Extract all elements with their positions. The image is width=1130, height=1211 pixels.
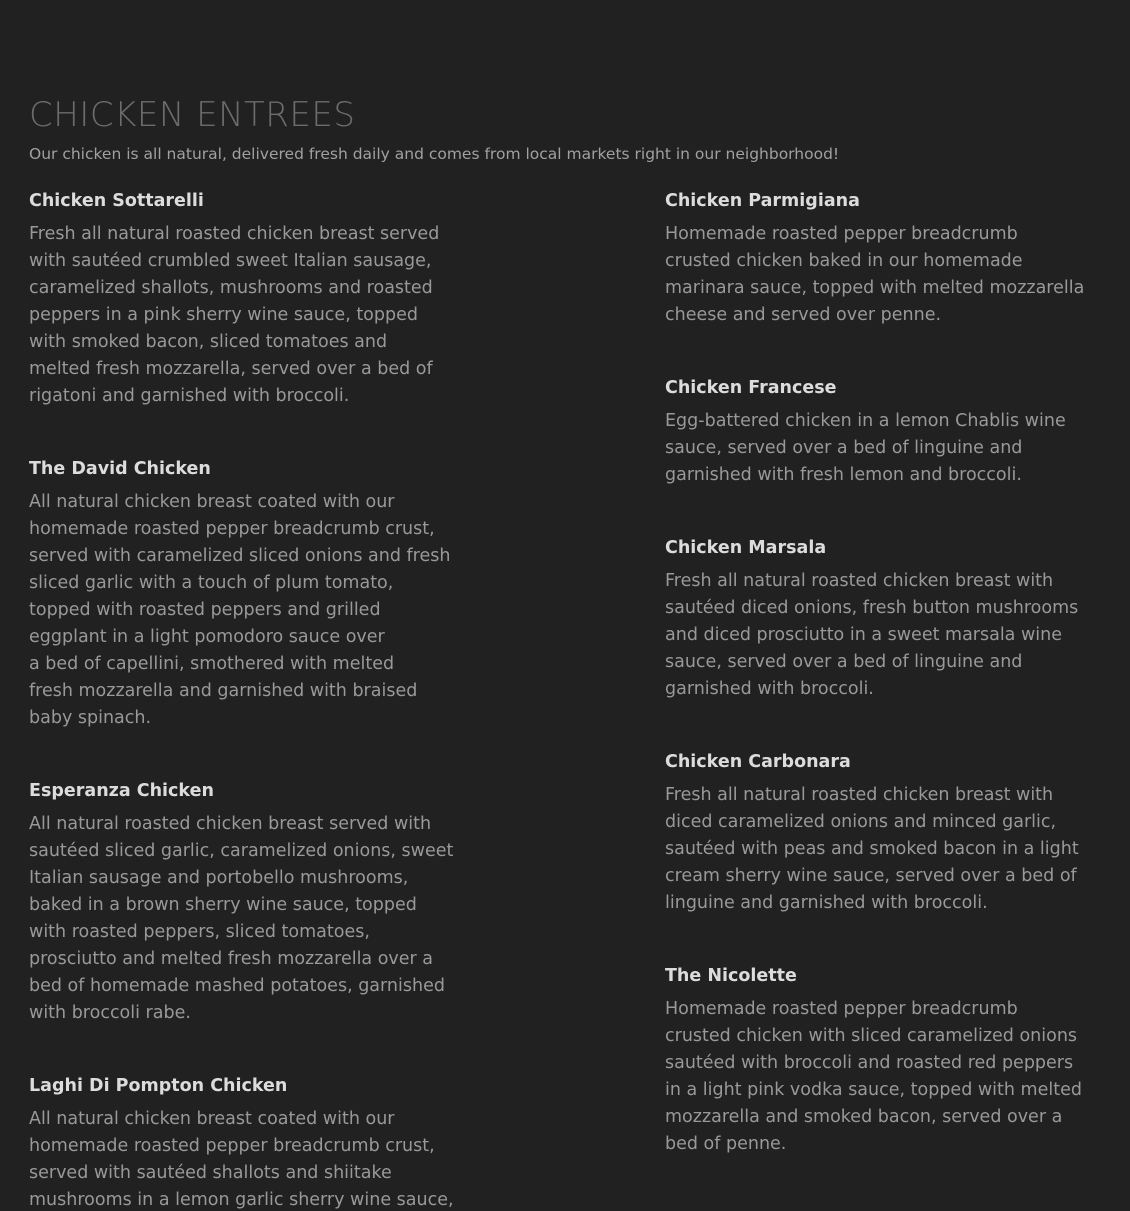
menu-item-description-line: a bed of capellini, smothered with melted <box>29 654 395 674</box>
menu-item-description-line: sautéed diced onions, fresh button mushrooms <box>665 598 1079 618</box>
menu-item-description-line: Fresh all natural roasted chicken breast with <box>665 571 1054 591</box>
menu-item-description-line: sauce, served over a bed of linguine and <box>665 438 1023 458</box>
menu-column-right <box>665 188 1105 1158</box>
menu-item-description <box>665 221 1105 329</box>
menu-item-description <box>665 408 1105 489</box>
menu-item-description-line: All natural chicken breast coated with our <box>29 1109 395 1129</box>
menu-item-description-line: bed of homemade mashed potatoes, garnished <box>29 976 445 996</box>
menu-item-description-line: and diced prosciutto in a sweet marsala wine <box>665 625 1063 645</box>
menu-item-description-line: All natural roasted chicken breast served with <box>29 814 432 834</box>
menu-item-description-line: bed of penne. <box>665 1134 787 1154</box>
menu-item-description-line: sautéed with broccoli and roasted red peppers <box>665 1053 1074 1073</box>
section-subtitle: Our chicken is all natural, delivered fresh daily and comes from local markets right in our neighborhood! <box>29 145 840 163</box>
menu-item-description <box>29 811 469 1027</box>
menu-item-description-line: with roasted peppers, sliced tomatoes, <box>29 922 370 942</box>
menu-item-name: The Nicolette <box>665 966 797 986</box>
menu-item-description <box>665 568 1105 703</box>
menu-item-description-line: homemade roasted pepper breadcrumb crust, <box>29 519 435 539</box>
menu-item-description-line: sliced garlic with a touch of plum tomato, <box>29 573 394 593</box>
menu-item-description <box>29 489 469 732</box>
menu-item-description-line: homemade roasted pepper breadcrumb crust, <box>29 1136 435 1156</box>
menu-item-name: Chicken Marsala <box>665 538 827 558</box>
menu-item-description-line: crusted chicken with sliced caramelized onions <box>665 1026 1078 1046</box>
menu-item-description-line: linguine and garnished with broccoli. <box>665 893 988 913</box>
menu-item-description-line: crusted chicken baked in our homemade <box>665 251 1023 271</box>
menu-item-description-line: sautéed sliced garlic, caramelized onions, sweet <box>29 841 454 861</box>
menu-item-name: The David Chicken <box>29 459 211 479</box>
menu-item <box>665 375 1105 489</box>
menu-item-description <box>665 996 1105 1158</box>
menu-item-name: Esperanza Chicken <box>29 781 214 801</box>
menu-item-description-line: garnished with fresh lemon and broccoli. <box>665 465 1022 485</box>
menu-item-description-line: baked in a brown sherry wine sauce, topped <box>29 895 417 915</box>
menu-item-name: Chicken Parmigiana <box>665 191 860 211</box>
menu-item-description <box>665 782 1105 917</box>
menu-item-description-line: with sautéed crumbled sweet Italian sausage, <box>29 251 432 271</box>
menu-item-description-line: fresh mozzarella and garnished with braised <box>29 681 418 701</box>
menu-item-description-line: rigatoni and garnished with broccoli. <box>29 386 350 406</box>
menu-item-description-line: mushrooms in a lemon garlic sherry wine sauce, <box>29 1190 454 1210</box>
menu-item-description-line: diced caramelized onions and minced garlic, <box>665 812 1057 832</box>
menu-item-description-line: eggplant in a light pomodoro sauce over <box>29 627 385 647</box>
menu-item-description-line: Italian sausage and portobello mushrooms, <box>29 868 409 888</box>
menu-item <box>665 535 1105 703</box>
section-title: CHICKEN ENTREES <box>29 95 356 135</box>
menu-item-description-line: melted fresh mozzarella, served over a bed of <box>29 359 433 379</box>
menu-item <box>665 963 1105 1158</box>
menu-column-left <box>29 188 469 1211</box>
menu-item <box>29 778 469 1027</box>
menu-item-description-line: topped with roasted peppers and grilled <box>29 600 381 620</box>
menu-item-description-line: with smoked bacon, sliced tomatoes and <box>29 332 388 352</box>
menu-item-description-line: caramelized shallots, mushrooms and roasted <box>29 278 433 298</box>
menu-item-description-line: Egg-battered chicken in a lemon Chablis wine <box>665 411 1066 431</box>
menu-item <box>29 1073 469 1211</box>
menu-item-description-line: sautéed with peas and smoked bacon in a light <box>665 839 1079 859</box>
menu-item-description-line: mozzarella and smoked bacon, served over a <box>665 1107 1063 1127</box>
menu-item-name: Laghi Di Pompton Chicken <box>29 1076 288 1096</box>
menu-item-description-line: baby spinach. <box>29 708 152 728</box>
menu-item-description-line: marinara sauce, topped with melted mozzarella <box>665 278 1085 298</box>
menu-item <box>665 188 1105 329</box>
menu-item-description-line: in a light pink vodka sauce, topped with melted <box>665 1080 1082 1100</box>
menu-item-description-line: cream sherry wine sauce, served over a bed of <box>665 866 1077 886</box>
menu-item-description-line: garnished with broccoli. <box>665 679 874 699</box>
menu-item-name: Chicken Carbonara <box>665 752 851 772</box>
menu-item-description-line: Fresh all natural roasted chicken breast served <box>29 224 440 244</box>
menu-item-description-line: sauce, served over a bed of linguine and <box>665 652 1023 672</box>
menu-item-description-line: Homemade roasted pepper breadcrumb <box>665 224 1018 244</box>
menu-item-description-line: served with caramelized sliced onions and fresh <box>29 546 451 566</box>
menu-item-description-line: All natural chicken breast coated with our <box>29 492 395 512</box>
menu-item-description <box>29 221 469 410</box>
menu-item <box>29 456 469 732</box>
menu-item-description-line: Fresh all natural roasted chicken breast with <box>665 785 1054 805</box>
menu-item-name: Chicken Francese <box>665 378 837 398</box>
menu-item-description-line: Homemade roasted pepper breadcrumb <box>665 999 1018 1019</box>
menu-item <box>29 188 469 410</box>
menu-item-description-line: cheese and served over penne. <box>665 305 942 325</box>
menu-item-description-line: prosciutto and melted fresh mozzarella over a <box>29 949 434 969</box>
menu-item-description-line: peppers in a pink sherry wine sauce, topped <box>29 305 418 325</box>
menu-item-description <box>29 1106 469 1211</box>
menu-item-description-line: with broccoli rabe. <box>29 1003 191 1023</box>
menu-item-description-line: served with sautéed shallots and shiitake <box>29 1163 392 1183</box>
menu-item-name: Chicken Sottarelli <box>29 191 204 211</box>
menu-item <box>665 749 1105 917</box>
